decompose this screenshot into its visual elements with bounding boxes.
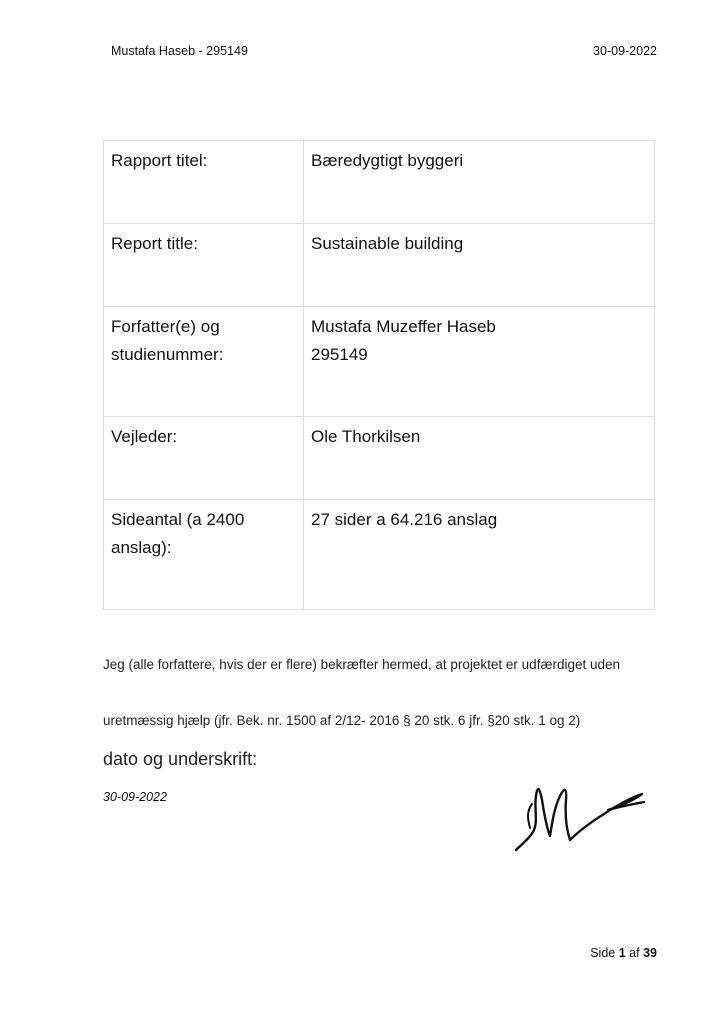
table-row — [104, 307, 655, 417]
signature-date: 30-09-2022 — [103, 790, 167, 804]
report-metadata-table — [103, 140, 655, 610]
table-row — [104, 224, 655, 307]
header-date: 30-09-2022 — [593, 44, 657, 58]
page-number: Side 1 af 39 — [590, 946, 657, 960]
table-row — [104, 500, 655, 610]
row-label: Vejleder: — [104, 417, 304, 500]
row-label: Forfatter(e) og studienummer: — [104, 307, 304, 417]
declaration-line-2: uretmæssig hjælp (jfr. Bek. nr. 1500 af 2/12- 2016 § 20 stk. 6 jfr. §20 stk. 1 og 2) — [103, 713, 581, 728]
row-value: 27 sider a 64.216 anslag — [304, 500, 655, 610]
table-row — [104, 141, 655, 224]
header-author: Mustafa Haseb - 295149 — [111, 44, 248, 58]
handwritten-signature — [512, 778, 648, 854]
declaration-line-1: Jeg (alle forfattere, hvis der er flere) bekræfter hermed, at projektet er udfærdiget uden — [103, 657, 621, 672]
row-label: Sideantal (a 2400 anslag): — [104, 500, 304, 610]
row-value: Mustafa Muzeffer Haseb 295149 — [304, 307, 655, 417]
row-label: Rapport titel: — [104, 141, 304, 224]
row-value: Sustainable building — [304, 224, 655, 307]
signature-label: dato og underskrift: — [103, 749, 258, 769]
row-label: Report title: — [104, 224, 304, 307]
row-value: Bæredygtigt byggeri — [304, 141, 655, 224]
row-value: Ole Thorkilsen — [304, 417, 655, 500]
table-row — [104, 417, 655, 500]
